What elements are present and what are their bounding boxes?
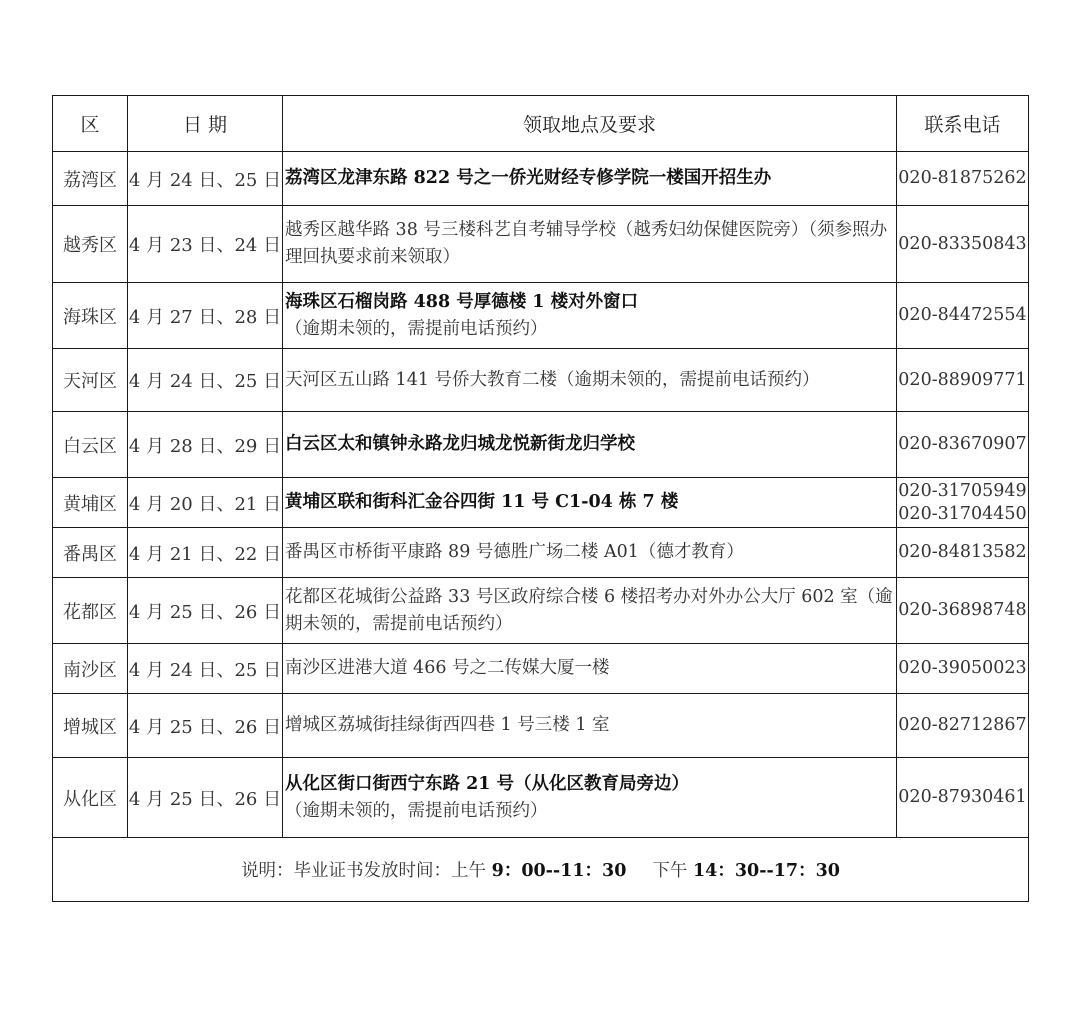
district-cell: 花都区 xyxy=(53,578,128,644)
location-cell xyxy=(283,283,897,349)
phone-number: 020-87930461 xyxy=(898,787,1027,807)
phone-cell xyxy=(897,412,1029,478)
certificate-pickup-table xyxy=(52,95,1029,902)
table-row xyxy=(53,478,1029,528)
date-cell: 4 月 20 日、21 日 xyxy=(128,478,283,528)
district-cell: 天河区 xyxy=(53,349,128,412)
location-note: 花都区花城街公益路 33 号区政府综合楼 6 楼招考办对外办公大厅 602 室（逾期未领的，需提前电话预约） xyxy=(285,586,893,634)
header-row xyxy=(53,96,1029,152)
location-note: 番禺区市桥街平康路 89 号德胜广场二楼 A01（德才教育） xyxy=(285,542,744,562)
phone-number: 020-84813582 xyxy=(898,542,1027,562)
table-row xyxy=(53,528,1029,578)
table-row xyxy=(53,694,1029,758)
date-cell: 4 月 24 日、25 日 xyxy=(128,152,283,206)
district-cell: 海珠区 xyxy=(53,283,128,349)
district-cell: 黄埔区 xyxy=(53,478,128,528)
table-row xyxy=(53,349,1029,412)
note-label: 说明：毕业证书发放时间：上午 xyxy=(241,861,487,881)
phone-number: 020-82712867 xyxy=(898,715,1027,735)
location-main: 黄埔区联和街科汇金谷四街 11 号 C1-04 栋 7 楼 xyxy=(285,492,679,512)
note-morning-time: 9：00--11：30 xyxy=(491,861,627,881)
phone-cell xyxy=(897,478,1029,528)
location-main: 荔湾区龙津东路 822 号之一侨光财经专修学院一楼国开招生办 xyxy=(285,168,772,188)
location-cell xyxy=(283,528,897,578)
location-cell xyxy=(283,578,897,644)
phone-number: 020-81875262 xyxy=(898,168,1027,188)
district-cell: 从化区 xyxy=(53,758,128,838)
phone-number: 020-39050023 xyxy=(898,658,1027,678)
note-afternoon-label: 下午 xyxy=(652,861,688,881)
table-row xyxy=(53,578,1029,644)
date-cell: 4 月 21 日、22 日 xyxy=(128,528,283,578)
note-afternoon-time: 14：30--17：30 xyxy=(692,861,840,881)
location-note: （逾期未领的，需提前电话预约） xyxy=(285,318,548,339)
table-row xyxy=(53,644,1029,694)
phone-cell xyxy=(897,152,1029,206)
phone-number: 020-84472554 xyxy=(898,305,1027,325)
pickup-time-note xyxy=(53,838,1029,902)
phone-cell xyxy=(897,578,1029,644)
header-phone: 联系电话 xyxy=(897,96,1029,152)
location-note: 增城区荔城街挂绿街西四巷 1 号三楼 1 室 xyxy=(285,715,610,735)
date-cell: 4 月 25 日、26 日 xyxy=(128,694,283,758)
location-cell xyxy=(283,644,897,694)
location-note: 天河区五山路 141 号侨大教育二楼（逾期未领的，需提前电话预约） xyxy=(285,369,820,390)
phone-cell xyxy=(897,349,1029,412)
phone-number: 020-31705949 xyxy=(898,480,1027,501)
date-cell: 4 月 23 日、24 日 xyxy=(128,206,283,283)
location-cell xyxy=(283,478,897,528)
phone-cell xyxy=(897,694,1029,758)
district-cell: 番禺区 xyxy=(53,528,128,578)
header-date: 日 期 xyxy=(128,96,283,152)
location-note: 南沙区进港大道 466 号之二传媒大厦一楼 xyxy=(285,658,610,678)
location-main: 白云区太和镇钟永路龙归城龙悦新街龙归学校 xyxy=(285,434,635,454)
phone-cell xyxy=(897,758,1029,838)
table-row xyxy=(53,412,1029,478)
district-cell: 荔湾区 xyxy=(53,152,128,206)
header-location: 领取地点及要求 xyxy=(283,96,897,152)
location-cell xyxy=(283,758,897,838)
table-row xyxy=(53,206,1029,283)
date-cell: 4 月 25 日、26 日 xyxy=(128,758,283,838)
location-cell xyxy=(283,206,897,283)
phone-cell xyxy=(897,528,1029,578)
phone-cell xyxy=(897,206,1029,283)
district-cell: 南沙区 xyxy=(53,644,128,694)
note-row xyxy=(53,838,1029,902)
district-cell: 越秀区 xyxy=(53,206,128,283)
date-cell: 4 月 25 日、26 日 xyxy=(128,578,283,644)
phone-number: 020-83350843 xyxy=(898,233,1027,254)
date-cell: 4 月 27 日、28 日 xyxy=(128,283,283,349)
table-row xyxy=(53,283,1029,349)
location-main: 海珠区石榴岗路 488 号厚德楼 1 楼对外窗口 xyxy=(285,291,639,312)
date-cell: 4 月 28 日、29 日 xyxy=(128,412,283,478)
location-cell xyxy=(283,349,897,412)
location-note: （逾期未领的，需提前电话预约） xyxy=(285,800,548,821)
date-cell: 4 月 24 日、25 日 xyxy=(128,349,283,412)
location-cell xyxy=(283,412,897,478)
phone-number: 020-36898748 xyxy=(898,600,1027,620)
location-cell xyxy=(283,152,897,206)
location-cell xyxy=(283,694,897,758)
phone-cell xyxy=(897,283,1029,349)
table-row xyxy=(53,758,1029,838)
location-note: 越秀区越华路 38 号三楼科艺自考辅导学校（越秀妇幼保健医院旁）（须参照办理回执要求前来领取） xyxy=(285,220,888,267)
location-main: 从化区街口街西宁东路 21 号（从化区教育局旁边） xyxy=(285,773,690,794)
date-cell: 4 月 24 日、25 日 xyxy=(128,644,283,694)
district-cell: 白云区 xyxy=(53,412,128,478)
phone-number-secondary: 020-31704450 xyxy=(898,503,1027,524)
phone-cell xyxy=(897,644,1029,694)
phone-number: 020-88909771 xyxy=(898,369,1027,390)
phone-number: 020-83670907 xyxy=(898,434,1027,454)
table-row xyxy=(53,152,1029,206)
header-district: 区 xyxy=(53,96,128,152)
district-cell: 增城区 xyxy=(53,694,128,758)
